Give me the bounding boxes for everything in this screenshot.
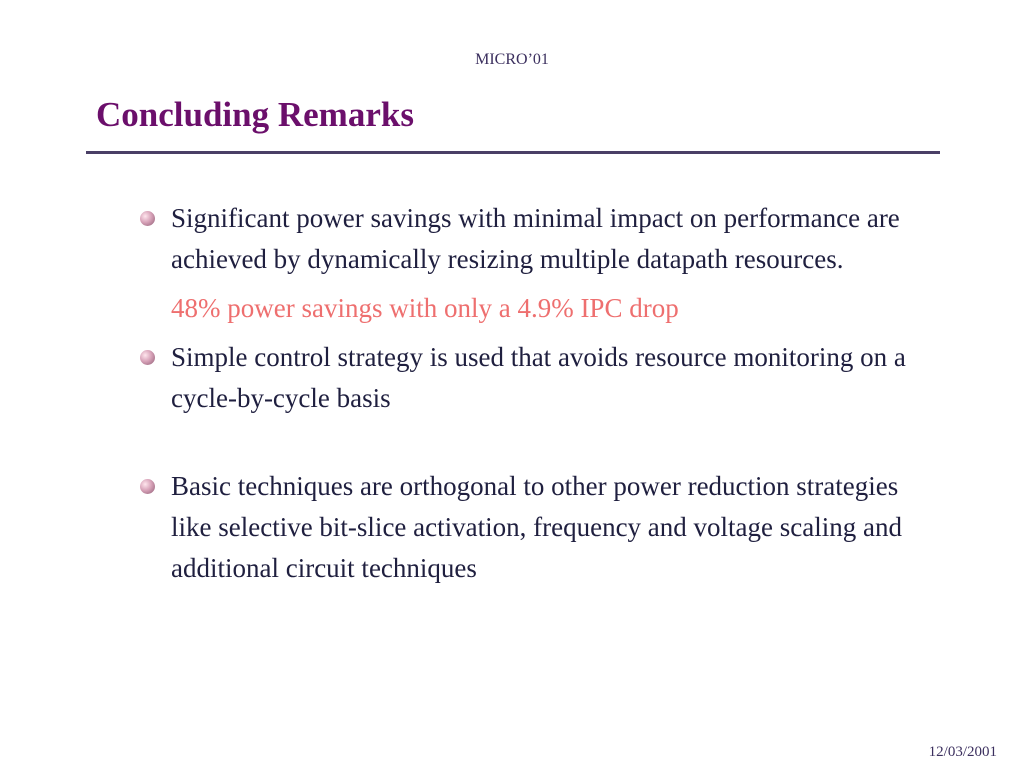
- title-divider: [86, 151, 940, 154]
- bullet-text: Significant power savings with minimal impact on performance are achieved by dynamically resizing multiple datapath resources.: [171, 203, 900, 274]
- bullet-dot-icon: [140, 479, 155, 494]
- slide-date: 12/03/2001: [928, 744, 997, 760]
- spacer: [140, 280, 940, 288]
- bullet-dot-icon: [140, 211, 155, 226]
- bullet-dot-icon: [140, 350, 155, 365]
- highlight-statistic: 48% power savings with only a 4.9% IPC drop: [171, 293, 679, 323]
- bullet-text: Simple control strategy is used that avoids resource monitoring on a cycle-by-cycle basis: [171, 342, 906, 413]
- spacer: [140, 419, 940, 466]
- conference-label: MICRO’01: [475, 51, 549, 68]
- bullet-item-3: [140, 466, 940, 589]
- bullet-text: Basic techniques are orthogonal to other power reduction strategies like selective bit-slice activation, frequency and voltage scaling and additional circuit techniques: [171, 471, 902, 583]
- bullet-item-2: [140, 337, 940, 419]
- slide-title: Concluding Remarks: [96, 95, 414, 134]
- bullet-item-1: [140, 198, 940, 280]
- spacer: [140, 329, 940, 337]
- slide-content: [140, 198, 940, 589]
